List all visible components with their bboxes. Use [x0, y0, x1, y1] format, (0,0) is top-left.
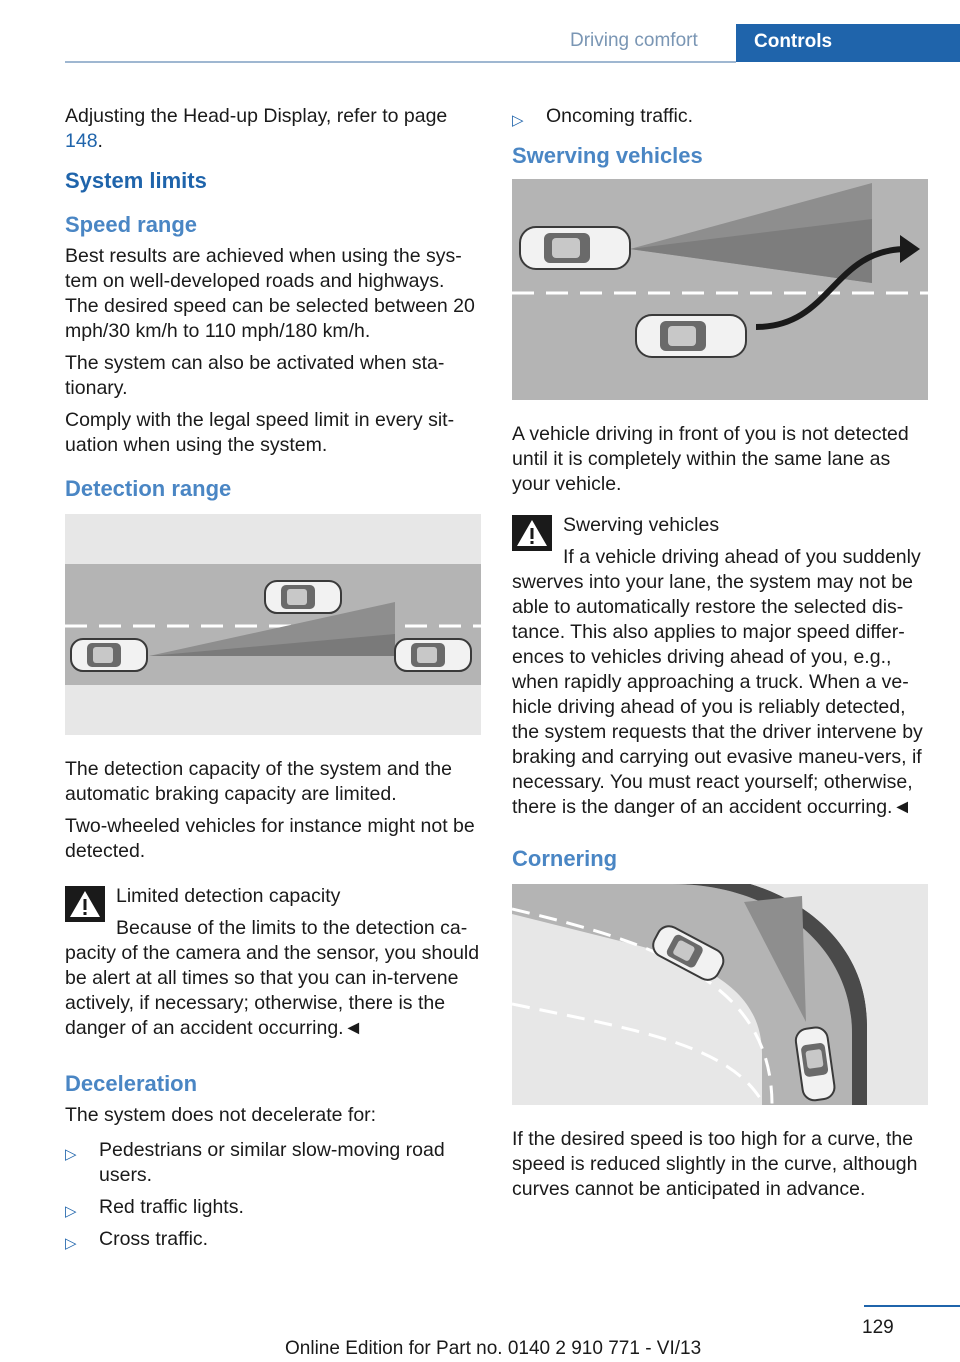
deceleration-heading: Deceleration [65, 1071, 198, 1096]
detection-range-heading: Detection range [65, 476, 232, 501]
swerving-figure [512, 179, 928, 400]
list-item-text: Pedestrians or similar slow-moving road users. [99, 1139, 445, 1186]
warning-text: Because of the limits to the detection ca-pacity of the camera and the sensor, you should be alert at all times so that you can in-tervene actively, if necessary; otherwise, there is the danger of an accident occurring.◄ [65, 917, 480, 1039]
cornering-p1: If the desired speed is too high for a curve, the speed is reduced slightly in the curve, although curves cannot be anticipated in advance. [512, 1128, 918, 1200]
footer-divider [864, 1305, 960, 1307]
list-item-text: Red traffic lights. [99, 1196, 244, 1218]
warning-limited-detection [65, 884, 481, 1041]
warning-title: Swerving vehicles [563, 514, 720, 536]
cornering-illustration [512, 884, 928, 1105]
left-column [65, 104, 481, 1259]
swerving-heading: Swerving vehicles [512, 143, 703, 168]
warning-triangle-icon [65, 886, 105, 922]
edition-footer: Online Edition for Part no. 0140 2 910 771 - VI/13 [285, 1338, 702, 1359]
list-item [512, 104, 928, 129]
page-number: 129 [862, 1317, 894, 1338]
page-link-148[interactable]: 148 [65, 130, 98, 152]
cornering-figure [512, 884, 928, 1105]
system-limits-heading: System limits [65, 168, 207, 193]
list-item-text: Oncoming traffic. [546, 105, 694, 127]
swerving-illustration [512, 179, 928, 400]
header-divider [65, 61, 736, 63]
detection-range-p1: The detection capacity of the system and the automatic braking capacity are limited. [65, 758, 452, 805]
deceleration-list [65, 1138, 481, 1252]
header-section-title: Driving comfort [570, 30, 698, 51]
bullet-triangle-icon: ▷ [65, 1146, 77, 1163]
car-lead [265, 581, 341, 613]
list-item [65, 1138, 481, 1188]
intro-period: . [97, 130, 103, 152]
deceleration-intro: The system does not decelerate for: [65, 1104, 377, 1126]
bullet-triangle-icon: ▷ [65, 1235, 77, 1252]
speed-range-heading: Speed range [65, 212, 198, 237]
list-item [65, 1227, 481, 1252]
detection-range-illustration [65, 514, 481, 735]
cornering-heading: Cornering [512, 846, 618, 871]
speed-range-p1: Best results are achieved when using the sys-tem on well-developed roads and highways. The desired speed can be selected between 20 mph/30 km/h to 110 mph/180 km/h. [65, 245, 475, 342]
car-own [636, 315, 746, 357]
car-own [71, 639, 147, 671]
warning-title: Limited detection capacity [116, 885, 341, 907]
car-ahead [395, 639, 471, 671]
header-chapter-label: Controls [754, 31, 833, 52]
swerving-p1: A vehicle driving in front of you is not detected until it is completely within the same lane as your vehicle. [512, 423, 909, 495]
speed-range-p3: Comply with the legal speed limit in every sit-uation when using the system. [65, 409, 455, 456]
intro-paragraph [65, 104, 481, 154]
bullet-triangle-icon: ▷ [512, 112, 524, 129]
warning-text: If a vehicle driving ahead of you suddenly swerves into your lane, the system may not be able to automatically restore the selected dis-tance. This also applies to major speed differ-ences to vehicles driving ahead of you, e.g., when rapidly approaching a truck. When a ve-hicle driving ahead of you is reliably detected, the system requests that the driver intervene by braking and carrying out evasive maneu-vers, if necessary. You must react yourself; otherwise, there is the danger of an accident occurring.◄ [512, 546, 923, 818]
warning-triangle-icon [512, 515, 552, 551]
detection-range-figure [65, 514, 481, 735]
warning-swerving-vehicles [512, 513, 928, 820]
car-lead [520, 227, 630, 269]
list-item-text: Cross traffic. [99, 1228, 209, 1250]
intro-text: Adjusting the Head-up Display, refer to page [65, 105, 448, 127]
header-chapter-tab[interactable] [736, 24, 960, 62]
right-column [512, 104, 928, 1209]
bullet-triangle-icon: ▷ [65, 1203, 77, 1220]
oncoming-list [512, 104, 928, 129]
speed-range-p2: The system can also be activated when sta-tionary. [65, 352, 445, 399]
detection-range-p2: Two-wheeled vehicles for instance might not be detected. [65, 815, 475, 862]
list-item [65, 1195, 481, 1220]
